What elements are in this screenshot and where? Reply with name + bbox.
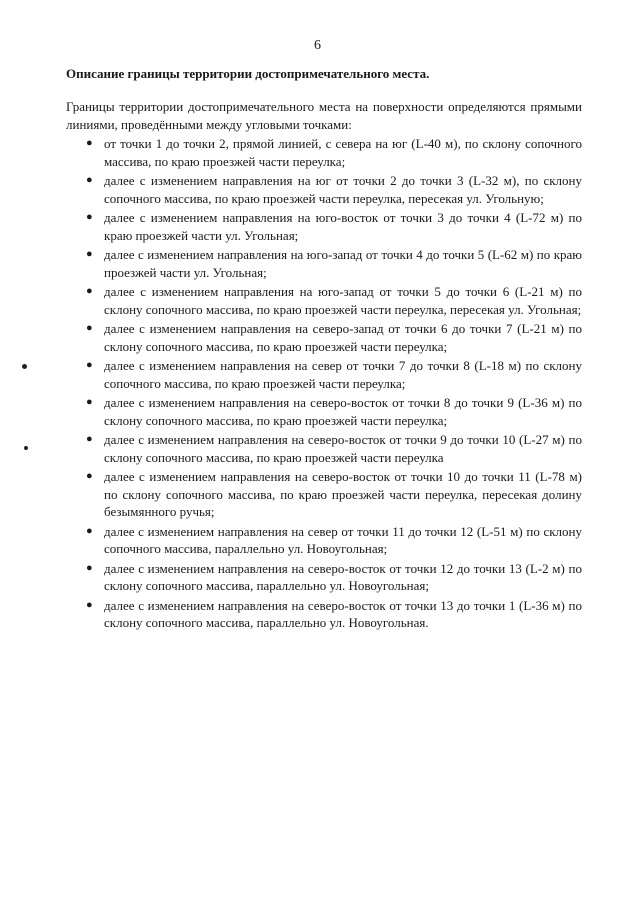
list-item-text: далее с изменением направления на северо-запад от точки 6 до точки 7 (L-21 м) по склону сопочного массива, по краю проезжей части переулка;	[104, 321, 582, 354]
list-item	[86, 431, 582, 466]
list-item	[86, 172, 582, 207]
bullet-icon: ●	[86, 598, 93, 611]
list-item-text: далее с изменением направления на север от точки 11 до точки 12 (L-51 м) по склону сопочного массива, параллельно ул. Новоугольная;	[104, 523, 582, 556]
list-item	[86, 597, 582, 632]
list-item	[86, 320, 582, 355]
list-item-text: далее с изменением направления на юг от точки 2 до точки 3 (L-32 м), по склону сопочного массива, по краю проезжей части переулка, пересекая ул. Угольную;	[104, 173, 582, 206]
boundary-points-list	[0, 135, 635, 634]
scan-speck	[22, 364, 27, 369]
list-item	[86, 468, 582, 521]
list-item	[86, 357, 582, 392]
list-item-text: далее с изменением направления на северо-восток от точки 9 до точки 10 (L-27 м) по склону сопочного массива, по краю проезжей части переулка	[104, 432, 582, 465]
list-item-text: далее с изменением направления на юго-запад от точки 5 до точки 6 (L-21 м) по склону сопочного массива, по краю проезжей части переулка, пересекая ул. Угольная;	[104, 284, 582, 317]
bullet-icon: ●	[86, 524, 93, 537]
list-item	[86, 560, 582, 595]
list-item	[86, 135, 582, 170]
list-item	[86, 246, 582, 281]
list-item-text: далее с изменением направления на северо-восток от точки 10 до точки 11 (L-78 м) по склону сопочного массива, по краю проезжей части переулка, пересекая долину безымянного ручья;	[104, 469, 582, 519]
list-item	[86, 209, 582, 244]
list-item	[86, 394, 582, 429]
bullet-icon: ●	[86, 561, 93, 574]
bullet-icon: ●	[86, 285, 93, 297]
bullet-icon: ●	[86, 137, 93, 149]
section-heading: Описание границы территории достопримечательного места.	[66, 66, 430, 81]
bullet-icon: ●	[86, 433, 93, 445]
bullet-icon: ●	[86, 396, 93, 408]
bullet-icon: ●	[86, 248, 93, 260]
bullet-icon: ●	[86, 322, 93, 334]
list-item-text: далее с изменением направления на юго-запад от точки 4 до точки 5 (L-62 м) по краю проезжей части ул. Угольная;	[104, 247, 582, 280]
bullet-icon: ●	[86, 470, 93, 482]
bullet-icon: ●	[86, 359, 93, 371]
bullet-icon: ●	[86, 211, 93, 223]
list-item	[86, 523, 582, 558]
list-item-text: далее с изменением направления на северо-восток от точки 12 до точки 13 (L-2 м) по склону сопочного массива, параллельно ул. Новоугольная;	[104, 560, 582, 593]
list-item	[86, 283, 582, 318]
page-number: 6	[314, 38, 321, 53]
list-item-text: далее с изменением направления на север от точки 7 до точки 8 (L-18 м) по склону сопочного массива, по краю проезжей части переулка;	[104, 358, 582, 391]
list-item-text: далее с изменением направления на юго-восток от точки 3 до точки 4 (L-72 м) по краю проезжей части ул. Угольная;	[104, 210, 582, 243]
list-item-text: от точки 1 до точки 2, прямой линией, с севера на юг (L-40 м), по склону сопочного массива, по краю проезжей части переулка;	[104, 136, 582, 169]
scan-speck	[24, 446, 28, 450]
intro-paragraph: Границы территории достопримечательного места на поверхности определяются прямыми линиями, проведёнными между угловыми точками:	[66, 99, 582, 132]
list-item-text: далее с изменением направления на северо-восток от точки 13 до точки 1 (L-36 м) по склону сопочного массива, параллельно ул. Новоугольная.	[104, 597, 582, 630]
list-item-text: далее с изменением направления на северо-восток от точки 8 до точки 9 (L-36 м) по склону сопочного массива, по краю проезжей части переулка;	[104, 395, 582, 428]
bullet-icon: ●	[86, 174, 93, 186]
